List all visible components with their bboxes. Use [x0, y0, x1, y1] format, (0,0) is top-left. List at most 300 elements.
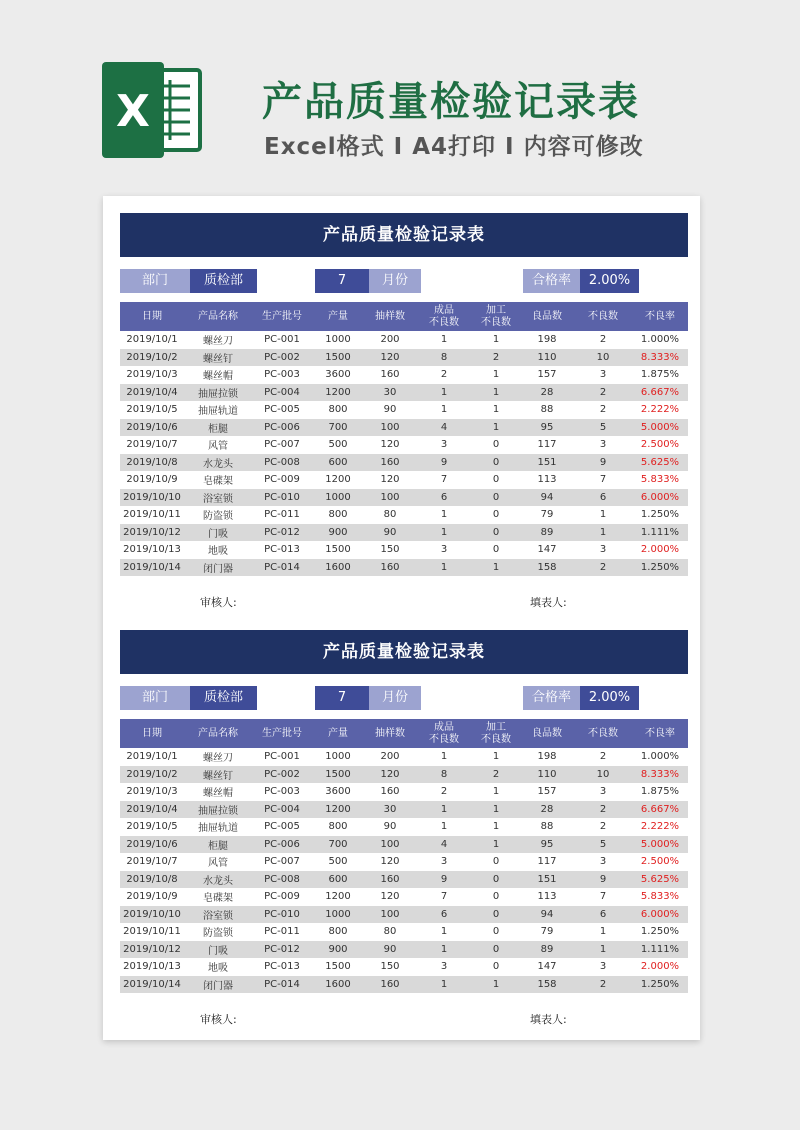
cell-sample-count[interactable]: 30 [364, 384, 416, 402]
cell-batch-no[interactable]: PC-014 [252, 976, 312, 994]
cell-defect-count[interactable]: 3 [574, 853, 632, 871]
cell-good-count[interactable]: 151 [520, 454, 574, 472]
cell-sample-count[interactable]: 100 [364, 906, 416, 924]
cell-output[interactable]: 600 [312, 871, 364, 889]
cell-batch-no[interactable]: PC-011 [252, 923, 312, 941]
excel-logo-icon [98, 60, 206, 160]
cell-sample-count[interactable]: 160 [364, 976, 416, 994]
cell-process-defects[interactable]: 0 [472, 454, 520, 472]
cell-defect-rate[interactable]: 1.250% [632, 976, 688, 994]
cell-date[interactable]: 2019/10/9 [120, 471, 184, 489]
cell-defect-count[interactable]: 2 [574, 801, 632, 819]
cell-defect-count[interactable]: 3 [574, 541, 632, 559]
cell-date[interactable]: 2019/10/4 [120, 801, 184, 819]
cell-good-count[interactable]: 117 [520, 853, 574, 871]
cell-date[interactable]: 2019/10/12 [120, 524, 184, 542]
cell-date[interactable]: 2019/10/11 [120, 506, 184, 524]
cell-output[interactable]: 3600 [312, 366, 364, 384]
cell-batch-no[interactable]: PC-010 [252, 906, 312, 924]
cell-good-count[interactable]: 198 [520, 331, 574, 349]
cell-product-name[interactable]: 螺丝帽 [184, 366, 252, 384]
cell-product-name[interactable]: 螺丝帽 [184, 783, 252, 801]
cell-date[interactable]: 2019/10/7 [120, 853, 184, 871]
sheet-title: 产品质量检验记录表 [120, 630, 688, 674]
cell-batch-no[interactable]: PC-006 [252, 419, 312, 437]
cell-date[interactable]: 2019/10/9 [120, 888, 184, 906]
cell-finished-defects[interactable]: 1 [416, 941, 472, 959]
cell-date[interactable]: 2019/10/6 [120, 836, 184, 854]
cell-good-count[interactable]: 158 [520, 559, 574, 577]
cell-defect-rate[interactable]: 6.000% [632, 489, 688, 507]
cell-finished-defects[interactable]: 1 [416, 818, 472, 836]
cell-sample-count[interactable]: 90 [364, 818, 416, 836]
cell-finished-defects[interactable]: 6 [416, 489, 472, 507]
cell-product-name[interactable]: 风管 [184, 436, 252, 454]
cell-date[interactable]: 2019/10/5 [120, 818, 184, 836]
month-value[interactable]: 7 [315, 686, 369, 710]
cell-batch-no[interactable]: PC-009 [252, 888, 312, 906]
cell-date[interactable]: 2019/10/11 [120, 923, 184, 941]
cell-good-count[interactable]: 88 [520, 401, 574, 419]
cell-good-count[interactable]: 147 [520, 958, 574, 976]
cell-defect-rate[interactable]: 6.667% [632, 801, 688, 819]
cell-finished-defects[interactable]: 1 [416, 384, 472, 402]
cell-product-name[interactable]: 抽屉拉锁 [184, 384, 252, 402]
cell-good-count[interactable]: 147 [520, 541, 574, 559]
cell-finished-defects[interactable]: 3 [416, 541, 472, 559]
cell-defect-rate[interactable]: 1.250% [632, 506, 688, 524]
cell-finished-defects[interactable]: 4 [416, 419, 472, 437]
cell-finished-defects[interactable]: 1 [416, 506, 472, 524]
cell-output[interactable]: 800 [312, 401, 364, 419]
cell-defect-count[interactable]: 3 [574, 366, 632, 384]
cell-finished-defects[interactable]: 1 [416, 559, 472, 577]
cell-sample-count[interactable]: 100 [364, 419, 416, 437]
cell-sample-count[interactable]: 120 [364, 853, 416, 871]
cell-defect-rate[interactable]: 2.000% [632, 958, 688, 976]
cell-output[interactable]: 700 [312, 836, 364, 854]
cell-defect-rate[interactable]: 5.833% [632, 471, 688, 489]
cell-defect-rate[interactable]: 5.625% [632, 454, 688, 472]
cell-finished-defects[interactable]: 3 [416, 436, 472, 454]
cell-defect-count[interactable]: 3 [574, 783, 632, 801]
cell-defect-count[interactable]: 3 [574, 436, 632, 454]
cell-output[interactable]: 1200 [312, 888, 364, 906]
cell-output[interactable]: 900 [312, 941, 364, 959]
cell-process-defects[interactable]: 1 [472, 384, 520, 402]
cell-finished-defects[interactable]: 1 [416, 401, 472, 419]
cell-batch-no[interactable]: PC-014 [252, 559, 312, 577]
cell-process-defects[interactable]: 0 [472, 524, 520, 542]
cell-batch-no[interactable]: PC-007 [252, 853, 312, 871]
cell-date[interactable]: 2019/10/6 [120, 419, 184, 437]
cell-sample-count[interactable]: 90 [364, 401, 416, 419]
cell-output[interactable]: 1000 [312, 906, 364, 924]
cell-process-defects[interactable]: 1 [472, 818, 520, 836]
cell-output[interactable]: 1000 [312, 748, 364, 766]
cell-defect-rate[interactable]: 5.833% [632, 888, 688, 906]
cell-finished-defects[interactable]: 2 [416, 366, 472, 384]
cell-good-count[interactable]: 110 [520, 349, 574, 367]
cell-good-count[interactable]: 88 [520, 818, 574, 836]
cell-defect-rate[interactable]: 1.250% [632, 923, 688, 941]
cell-process-defects[interactable]: 1 [472, 801, 520, 819]
cell-process-defects[interactable]: 2 [472, 766, 520, 784]
cell-defect-count[interactable]: 5 [574, 836, 632, 854]
cell-defect-rate[interactable]: 8.333% [632, 766, 688, 784]
cell-output[interactable]: 3600 [312, 783, 364, 801]
cell-sample-count[interactable]: 120 [364, 349, 416, 367]
cell-finished-defects[interactable]: 7 [416, 471, 472, 489]
cell-date[interactable]: 2019/10/2 [120, 766, 184, 784]
cell-product-name[interactable]: 抽屉拉锁 [184, 801, 252, 819]
cell-date[interactable]: 2019/10/4 [120, 384, 184, 402]
cell-process-defects[interactable]: 0 [472, 923, 520, 941]
cell-good-count[interactable]: 113 [520, 888, 574, 906]
cell-product-name[interactable]: 地吸 [184, 958, 252, 976]
cell-product-name[interactable]: 柜腿 [184, 836, 252, 854]
cell-defect-rate[interactable]: 1.875% [632, 783, 688, 801]
cell-date[interactable]: 2019/10/13 [120, 958, 184, 976]
cell-good-count[interactable]: 28 [520, 384, 574, 402]
cell-finished-defects[interactable]: 9 [416, 454, 472, 472]
cell-date[interactable]: 2019/10/1 [120, 331, 184, 349]
cell-defect-count[interactable]: 2 [574, 384, 632, 402]
cell-finished-defects[interactable]: 1 [416, 801, 472, 819]
cell-date[interactable]: 2019/10/13 [120, 541, 184, 559]
cell-date[interactable]: 2019/10/3 [120, 366, 184, 384]
cell-output[interactable]: 1600 [312, 559, 364, 577]
month-value[interactable]: 7 [315, 269, 369, 293]
cell-output[interactable]: 800 [312, 506, 364, 524]
cell-process-defects[interactable]: 1 [472, 559, 520, 577]
cell-defect-count[interactable]: 6 [574, 906, 632, 924]
cell-sample-count[interactable]: 150 [364, 958, 416, 976]
cell-defect-count[interactable]: 2 [574, 331, 632, 349]
cell-process-defects[interactable]: 0 [472, 888, 520, 906]
cell-process-defects[interactable]: 1 [472, 976, 520, 994]
cell-batch-no[interactable]: PC-008 [252, 454, 312, 472]
cell-defect-rate[interactable]: 1.875% [632, 366, 688, 384]
cell-process-defects[interactable]: 0 [472, 871, 520, 889]
pass-rate-label: 合格率 [523, 686, 580, 710]
cell-sample-count[interactable]: 90 [364, 524, 416, 542]
cell-sample-count[interactable]: 30 [364, 801, 416, 819]
cell-sample-count[interactable]: 150 [364, 541, 416, 559]
month-label: 月份 [369, 269, 421, 293]
cell-output[interactable]: 1200 [312, 801, 364, 819]
cell-product-name[interactable]: 水龙头 [184, 454, 252, 472]
cell-process-defects[interactable]: 1 [472, 331, 520, 349]
cell-process-defects[interactable]: 1 [472, 836, 520, 854]
cell-defect-count[interactable]: 2 [574, 748, 632, 766]
cell-defect-rate[interactable]: 2.222% [632, 401, 688, 419]
cell-batch-no[interactable]: PC-005 [252, 818, 312, 836]
cell-defect-rate[interactable]: 2.500% [632, 436, 688, 454]
cell-output[interactable]: 600 [312, 454, 364, 472]
cell-finished-defects[interactable]: 3 [416, 958, 472, 976]
cell-defect-count[interactable]: 9 [574, 454, 632, 472]
cell-date[interactable]: 2019/10/8 [120, 454, 184, 472]
cell-finished-defects[interactable]: 3 [416, 853, 472, 871]
cell-product-name[interactable]: 浴室锁 [184, 906, 252, 924]
cell-output[interactable]: 900 [312, 524, 364, 542]
cell-process-defects[interactable]: 0 [472, 958, 520, 976]
cell-product-name[interactable]: 门吸 [184, 941, 252, 959]
table-header-row [120, 302, 688, 331]
cell-product-name[interactable]: 地吸 [184, 541, 252, 559]
cell-good-count[interactable]: 151 [520, 871, 574, 889]
cell-output[interactable]: 1600 [312, 976, 364, 994]
cell-finished-defects[interactable]: 9 [416, 871, 472, 889]
cell-product-name[interactable]: 水龙头 [184, 871, 252, 889]
cell-date[interactable]: 2019/10/8 [120, 871, 184, 889]
cell-defect-rate[interactable]: 2.222% [632, 818, 688, 836]
cell-batch-no[interactable]: PC-010 [252, 489, 312, 507]
cell-defect-count[interactable]: 7 [574, 471, 632, 489]
table-row [120, 349, 688, 367]
cell-defect-count[interactable]: 5 [574, 419, 632, 437]
cell-good-count[interactable]: 89 [520, 524, 574, 542]
cell-defect-rate[interactable]: 1.250% [632, 559, 688, 577]
cell-defect-rate[interactable]: 2.000% [632, 541, 688, 559]
cell-good-count[interactable]: 113 [520, 471, 574, 489]
cell-defect-rate[interactable]: 2.500% [632, 853, 688, 871]
cell-output[interactable]: 500 [312, 853, 364, 871]
cell-defect-rate[interactable]: 1.000% [632, 748, 688, 766]
pass-rate-value[interactable]: 2.00% [580, 269, 639, 293]
cell-defect-rate[interactable]: 5.625% [632, 871, 688, 889]
info-row [120, 686, 688, 710]
cell-defect-count[interactable]: 6 [574, 489, 632, 507]
cell-good-count[interactable]: 158 [520, 976, 574, 994]
cell-product-name[interactable]: 门吸 [184, 524, 252, 542]
cell-sample-count[interactable]: 120 [364, 888, 416, 906]
cell-defect-count[interactable]: 1 [574, 941, 632, 959]
cell-defect-count[interactable]: 2 [574, 559, 632, 577]
table-row [120, 401, 688, 419]
cell-process-defects[interactable]: 1 [472, 783, 520, 801]
cell-finished-defects[interactable]: 7 [416, 888, 472, 906]
cell-process-defects[interactable]: 0 [472, 941, 520, 959]
cell-batch-no[interactable]: PC-004 [252, 801, 312, 819]
cell-output[interactable]: 1500 [312, 766, 364, 784]
dept-value[interactable]: 质检部 [190, 269, 257, 293]
cell-defect-rate[interactable]: 1.111% [632, 524, 688, 542]
cell-finished-defects[interactable]: 8 [416, 766, 472, 784]
cell-defect-rate[interactable]: 6.000% [632, 906, 688, 924]
cell-sample-count[interactable]: 160 [364, 871, 416, 889]
cell-output[interactable]: 1200 [312, 471, 364, 489]
cell-batch-no[interactable]: PC-013 [252, 541, 312, 559]
cell-defect-count[interactable]: 1 [574, 506, 632, 524]
cell-batch-no[interactable]: PC-003 [252, 366, 312, 384]
cell-sample-count[interactable]: 120 [364, 436, 416, 454]
cell-process-defects[interactable]: 0 [472, 853, 520, 871]
cell-product-name[interactable]: 闭门器 [184, 559, 252, 577]
cell-product-name[interactable]: 皂碟架 [184, 471, 252, 489]
cell-date[interactable]: 2019/10/2 [120, 349, 184, 367]
cell-product-name[interactable]: 闭门器 [184, 976, 252, 994]
cell-process-defects[interactable]: 1 [472, 748, 520, 766]
cell-sample-count[interactable]: 80 [364, 923, 416, 941]
cell-product-name[interactable]: 抽屉轨道 [184, 818, 252, 836]
cell-product-name[interactable]: 防盗锁 [184, 506, 252, 524]
cell-process-defects[interactable]: 1 [472, 366, 520, 384]
cell-date[interactable]: 2019/10/5 [120, 401, 184, 419]
cell-date[interactable]: 2019/10/14 [120, 559, 184, 577]
cell-sample-count[interactable]: 200 [364, 331, 416, 349]
cell-date[interactable]: 2019/10/1 [120, 748, 184, 766]
cell-process-defects[interactable]: 2 [472, 349, 520, 367]
cell-batch-no[interactable]: PC-011 [252, 506, 312, 524]
cell-output[interactable]: 800 [312, 818, 364, 836]
cell-finished-defects[interactable]: 8 [416, 349, 472, 367]
cell-defect-rate[interactable]: 1.111% [632, 941, 688, 959]
cell-sample-count[interactable]: 160 [364, 559, 416, 577]
cell-defect-rate[interactable]: 6.667% [632, 384, 688, 402]
cell-product-name[interactable]: 风管 [184, 853, 252, 871]
cell-good-count[interactable]: 94 [520, 906, 574, 924]
cell-good-count[interactable]: 110 [520, 766, 574, 784]
cell-good-count[interactable]: 94 [520, 489, 574, 507]
cell-finished-defects[interactable]: 1 [416, 923, 472, 941]
cell-product-name[interactable]: 抽屉轨道 [184, 401, 252, 419]
cell-date[interactable]: 2019/10/10 [120, 906, 184, 924]
cell-process-defects[interactable]: 0 [472, 506, 520, 524]
cell-product-name[interactable]: 螺丝钉 [184, 349, 252, 367]
column-header-output: 产量 [312, 719, 364, 748]
cell-good-count[interactable]: 157 [520, 783, 574, 801]
cell-batch-no[interactable]: PC-002 [252, 349, 312, 367]
cell-sample-count[interactable]: 100 [364, 489, 416, 507]
cell-finished-defects[interactable]: 1 [416, 976, 472, 994]
cell-sample-count[interactable]: 90 [364, 941, 416, 959]
cell-good-count[interactable]: 117 [520, 436, 574, 454]
cell-output[interactable]: 1500 [312, 958, 364, 976]
page-title: 产品质量检验记录表 [262, 79, 640, 125]
cell-good-count[interactable]: 79 [520, 923, 574, 941]
cell-good-count[interactable]: 79 [520, 506, 574, 524]
cell-batch-no[interactable]: PC-008 [252, 871, 312, 889]
cell-output[interactable]: 500 [312, 436, 364, 454]
cell-finished-defects[interactable]: 1 [416, 748, 472, 766]
cell-output[interactable]: 1200 [312, 384, 364, 402]
cell-batch-no[interactable]: PC-013 [252, 958, 312, 976]
cell-product-name[interactable]: 螺丝刀 [184, 331, 252, 349]
cell-output[interactable]: 800 [312, 923, 364, 941]
cell-output[interactable]: 1000 [312, 331, 364, 349]
cell-defect-rate[interactable]: 8.333% [632, 349, 688, 367]
cell-defect-count[interactable]: 3 [574, 958, 632, 976]
cell-output[interactable]: 1500 [312, 541, 364, 559]
cell-output[interactable]: 700 [312, 419, 364, 437]
cell-batch-no[interactable]: PC-009 [252, 471, 312, 489]
cell-good-count[interactable]: 95 [520, 419, 574, 437]
cell-good-count[interactable]: 95 [520, 836, 574, 854]
cell-batch-no[interactable]: PC-006 [252, 836, 312, 854]
cell-product-name[interactable]: 螺丝钉 [184, 766, 252, 784]
cell-date[interactable]: 2019/10/14 [120, 976, 184, 994]
cell-defect-rate[interactable]: 1.000% [632, 331, 688, 349]
cell-sample-count[interactable]: 80 [364, 506, 416, 524]
cell-defect-count[interactable]: 10 [574, 349, 632, 367]
cell-good-count[interactable]: 89 [520, 941, 574, 959]
cell-finished-defects[interactable]: 1 [416, 524, 472, 542]
cell-product-name[interactable]: 皂碟架 [184, 888, 252, 906]
cell-finished-defects[interactable]: 6 [416, 906, 472, 924]
cell-batch-no[interactable]: PC-002 [252, 766, 312, 784]
cell-defect-count[interactable]: 7 [574, 888, 632, 906]
cell-date[interactable]: 2019/10/7 [120, 436, 184, 454]
cell-sample-count[interactable]: 120 [364, 766, 416, 784]
column-header-process-defects: 加工 不良数 [472, 302, 520, 331]
cell-product-name[interactable]: 浴室锁 [184, 489, 252, 507]
cell-sample-count[interactable]: 160 [364, 366, 416, 384]
cell-good-count[interactable]: 198 [520, 748, 574, 766]
cell-sample-count[interactable]: 100 [364, 836, 416, 854]
cell-date[interactable]: 2019/10/3 [120, 783, 184, 801]
cell-product-name[interactable]: 防盗锁 [184, 923, 252, 941]
dept-value[interactable]: 质检部 [190, 686, 257, 710]
table-row [120, 436, 688, 454]
cell-defect-rate[interactable]: 5.000% [632, 836, 688, 854]
cell-output[interactable]: 1500 [312, 349, 364, 367]
cell-batch-no[interactable]: PC-012 [252, 941, 312, 959]
cell-good-count[interactable]: 28 [520, 801, 574, 819]
cell-defect-count[interactable]: 1 [574, 524, 632, 542]
cell-defect-count[interactable]: 2 [574, 818, 632, 836]
cell-finished-defects[interactable]: 4 [416, 836, 472, 854]
cell-batch-no[interactable]: PC-007 [252, 436, 312, 454]
info-row [120, 269, 688, 293]
cell-batch-no[interactable]: PC-004 [252, 384, 312, 402]
cell-process-defects[interactable]: 0 [472, 436, 520, 454]
cell-defect-rate[interactable]: 5.000% [632, 419, 688, 437]
cell-process-defects[interactable]: 1 [472, 419, 520, 437]
cell-batch-no[interactable]: PC-005 [252, 401, 312, 419]
cell-finished-defects[interactable]: 2 [416, 783, 472, 801]
cell-defect-count[interactable]: 2 [574, 401, 632, 419]
cell-batch-no[interactable]: PC-012 [252, 524, 312, 542]
cell-process-defects[interactable]: 0 [472, 489, 520, 507]
cell-process-defects[interactable]: 0 [472, 471, 520, 489]
cell-defect-count[interactable]: 9 [574, 871, 632, 889]
cell-sample-count[interactable]: 120 [364, 471, 416, 489]
cell-defect-count[interactable]: 2 [574, 976, 632, 994]
cell-process-defects[interactable]: 0 [472, 906, 520, 924]
cell-product-name[interactable]: 螺丝刀 [184, 748, 252, 766]
cell-product-name[interactable]: 柜腿 [184, 419, 252, 437]
cell-process-defects[interactable]: 0 [472, 541, 520, 559]
pass-rate-label: 合格率 [523, 269, 580, 293]
cell-defect-count[interactable]: 10 [574, 766, 632, 784]
cell-batch-no[interactable]: PC-003 [252, 783, 312, 801]
cell-date[interactable]: 2019/10/12 [120, 941, 184, 959]
cell-defect-count[interactable]: 1 [574, 923, 632, 941]
cell-sample-count[interactable]: 200 [364, 748, 416, 766]
cell-batch-no[interactable]: PC-001 [252, 748, 312, 766]
cell-date[interactable]: 2019/10/10 [120, 489, 184, 507]
cell-sample-count[interactable]: 160 [364, 783, 416, 801]
cell-process-defects[interactable]: 1 [472, 401, 520, 419]
cell-finished-defects[interactable]: 1 [416, 331, 472, 349]
cell-sample-count[interactable]: 160 [364, 454, 416, 472]
cell-output[interactable]: 1000 [312, 489, 364, 507]
cell-good-count[interactable]: 157 [520, 366, 574, 384]
cell-batch-no[interactable]: PC-001 [252, 331, 312, 349]
pass-rate-value[interactable]: 2.00% [580, 686, 639, 710]
